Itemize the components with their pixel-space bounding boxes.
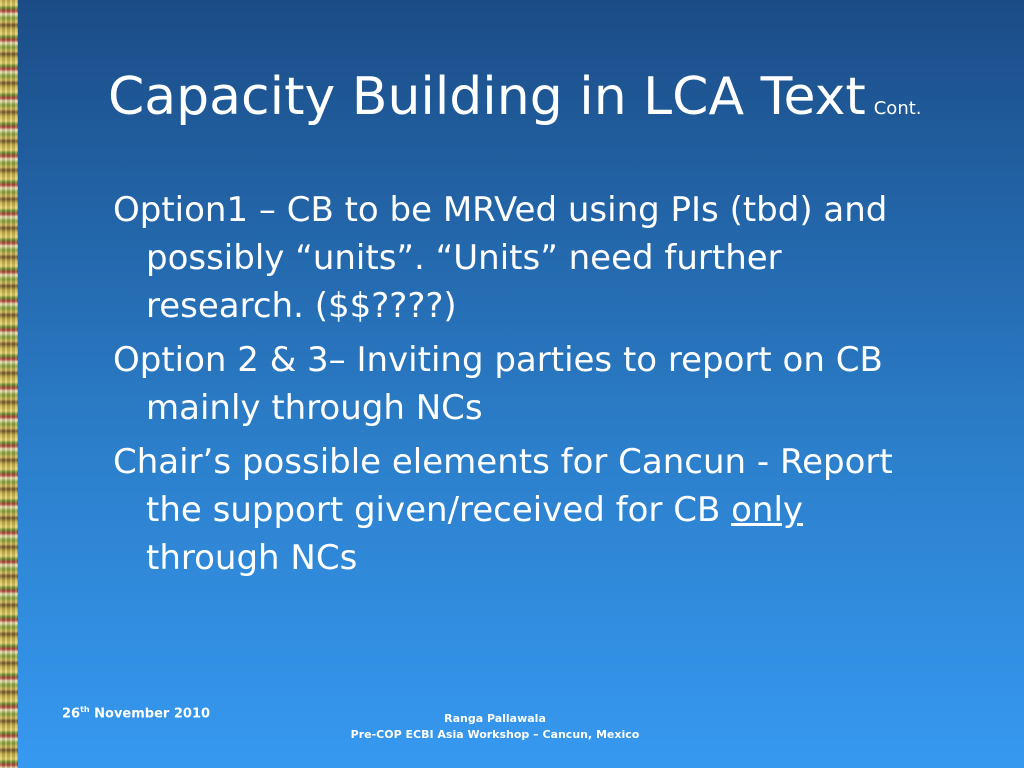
slide-title-suffix: Cont. — [873, 98, 922, 119]
footer-presenter: Ranga Pallawala — [444, 712, 546, 725]
slide-title-text: Capacity Building in LCA Text — [108, 67, 866, 127]
footer-date-day: 26 — [62, 706, 81, 722]
footer-event: Pre-COP ECBI Asia Workshop – Cancun, Mexico — [350, 728, 640, 741]
footer-date-ordinal: th — [80, 705, 90, 714]
bullet-chair-underlined: only — [731, 490, 804, 530]
bullet-chair-text-before: Chair’s possible elements for Cancun - Report the support given/received for CB — [113, 442, 893, 530]
bullet-chair-text-after: through NCs — [146, 538, 358, 578]
bullet-option-2-3: Option 2 & 3– Inviting parties to report on CB mainly through NCs — [113, 340, 883, 428]
bullet-list — [113, 186, 943, 588]
slide-title — [108, 64, 922, 142]
footer-date — [62, 705, 210, 721]
bullet-option-1: Option1 – CB to be MRVed using PIs (tbd) and possibly “units”. “Units” need further research. ($$????) — [113, 190, 888, 326]
footer-credits — [300, 711, 690, 743]
decorative-side-strip — [0, 0, 18, 768]
bullet-chair-elements — [113, 438, 943, 582]
footer-date-rest: November 2010 — [89, 706, 211, 722]
